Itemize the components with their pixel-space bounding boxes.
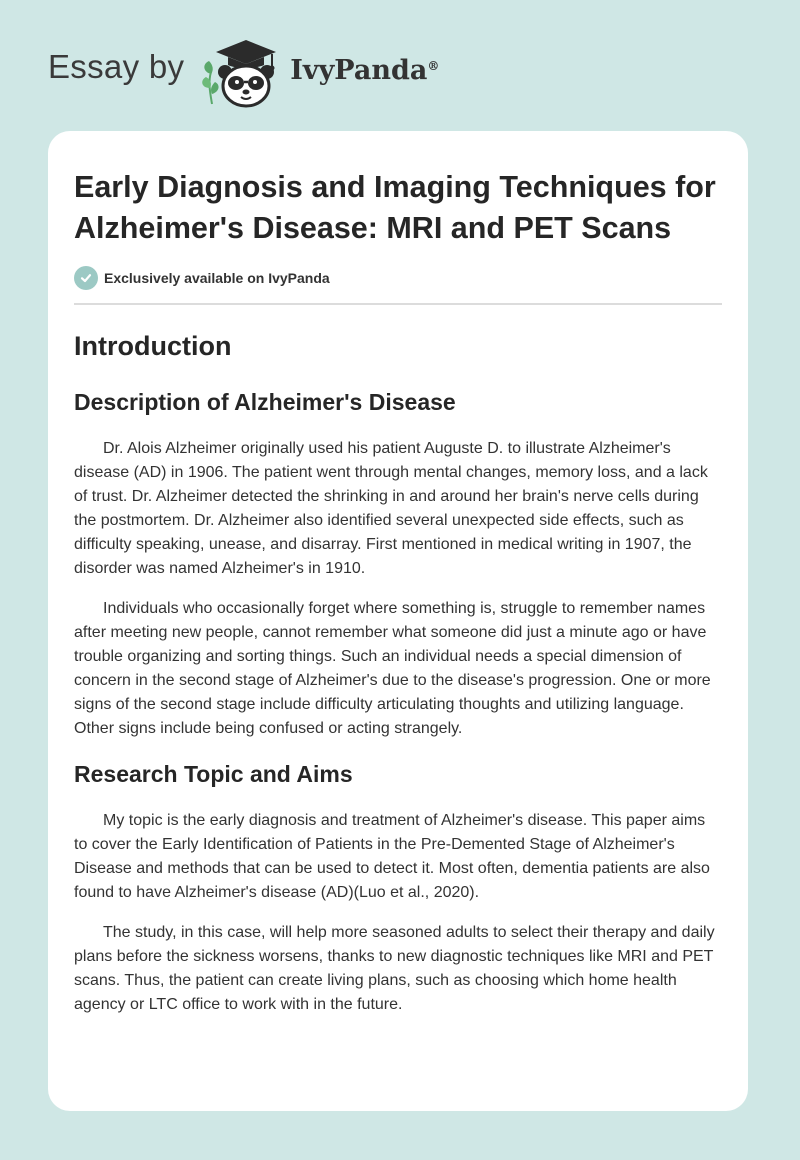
exclusive-label: Exclusively available on IvyPanda: [104, 270, 330, 286]
exclusive-badge: [74, 265, 722, 291]
panda-graduate-icon: [198, 34, 288, 110]
check-icon: [74, 266, 98, 290]
paragraph: Individuals who occasionally forget where something is, struggle to remember names after meeting new people, cannot remember what someone did just a minute ago or have trouble organizing and sorting things. Such an individual needs a special dimension of concern in the second stage of Alzheimer's due to the disease's progression. One or more signs of the second stage include difficulty articulating thoughts and utilizing language. Other signs include being confused or acting strangely.: [74, 600, 711, 737]
paragraph: The study, in this case, will help more seasoned adults to select their therapy and daily plans before the sickness worsens, thanks to new diagnostic techniques like MRI and PET scans. Thus, the patient can create living plans, such as choosing which home health agency or LTC office to work with in the future.: [74, 924, 715, 1013]
section-heading-introduction: Introduction: [74, 331, 232, 361]
subsection-heading-description: Description of Alzheimer's Disease: [74, 389, 456, 415]
title-divider: [74, 303, 722, 305]
registered-mark: ®: [427, 58, 440, 73]
brand-header[interactable]: [48, 34, 439, 110]
paragraph: My topic is the early diagnosis and treatment of Alzheimer's disease. This paper aims to cover the Early Identification of Patients in the Pre-Demented Stage of Alzheimer's Disease and methods that can be used to detect it. Most often, dementia patients are also found to have Alzheimer's disease (AD)(Luo et al., 2020).: [74, 812, 710, 901]
subsection-heading-research: Research Topic and Aims: [74, 761, 353, 787]
brand-prefix: Essay by: [48, 48, 185, 85]
ivy-leaf-icon: [203, 61, 219, 104]
paragraph: Dr. Alois Alzheimer originally used his patient Auguste D. to illustrate Alzheimer's disease (AD) in 1906. The patient went through mental changes, memory loss, and a lack of trust. Dr. Alzheimer detected the shrinking in and around her brain's nerve cells during the postmortem. Dr. Alzheimer also identified several unexpected side effects, such as difficulty speaking, unease, and disarray. First mentioned in medical writing in 1907, the disorder was named Alzheimer's in 1910.: [74, 440, 708, 577]
brand-name: IvyPanda®: [290, 54, 440, 86]
essay-card: [48, 131, 748, 1111]
page-title: Early Diagnosis and Imaging Techniques for Alzheimer's Disease: MRI and PET Scans: [74, 170, 716, 245]
